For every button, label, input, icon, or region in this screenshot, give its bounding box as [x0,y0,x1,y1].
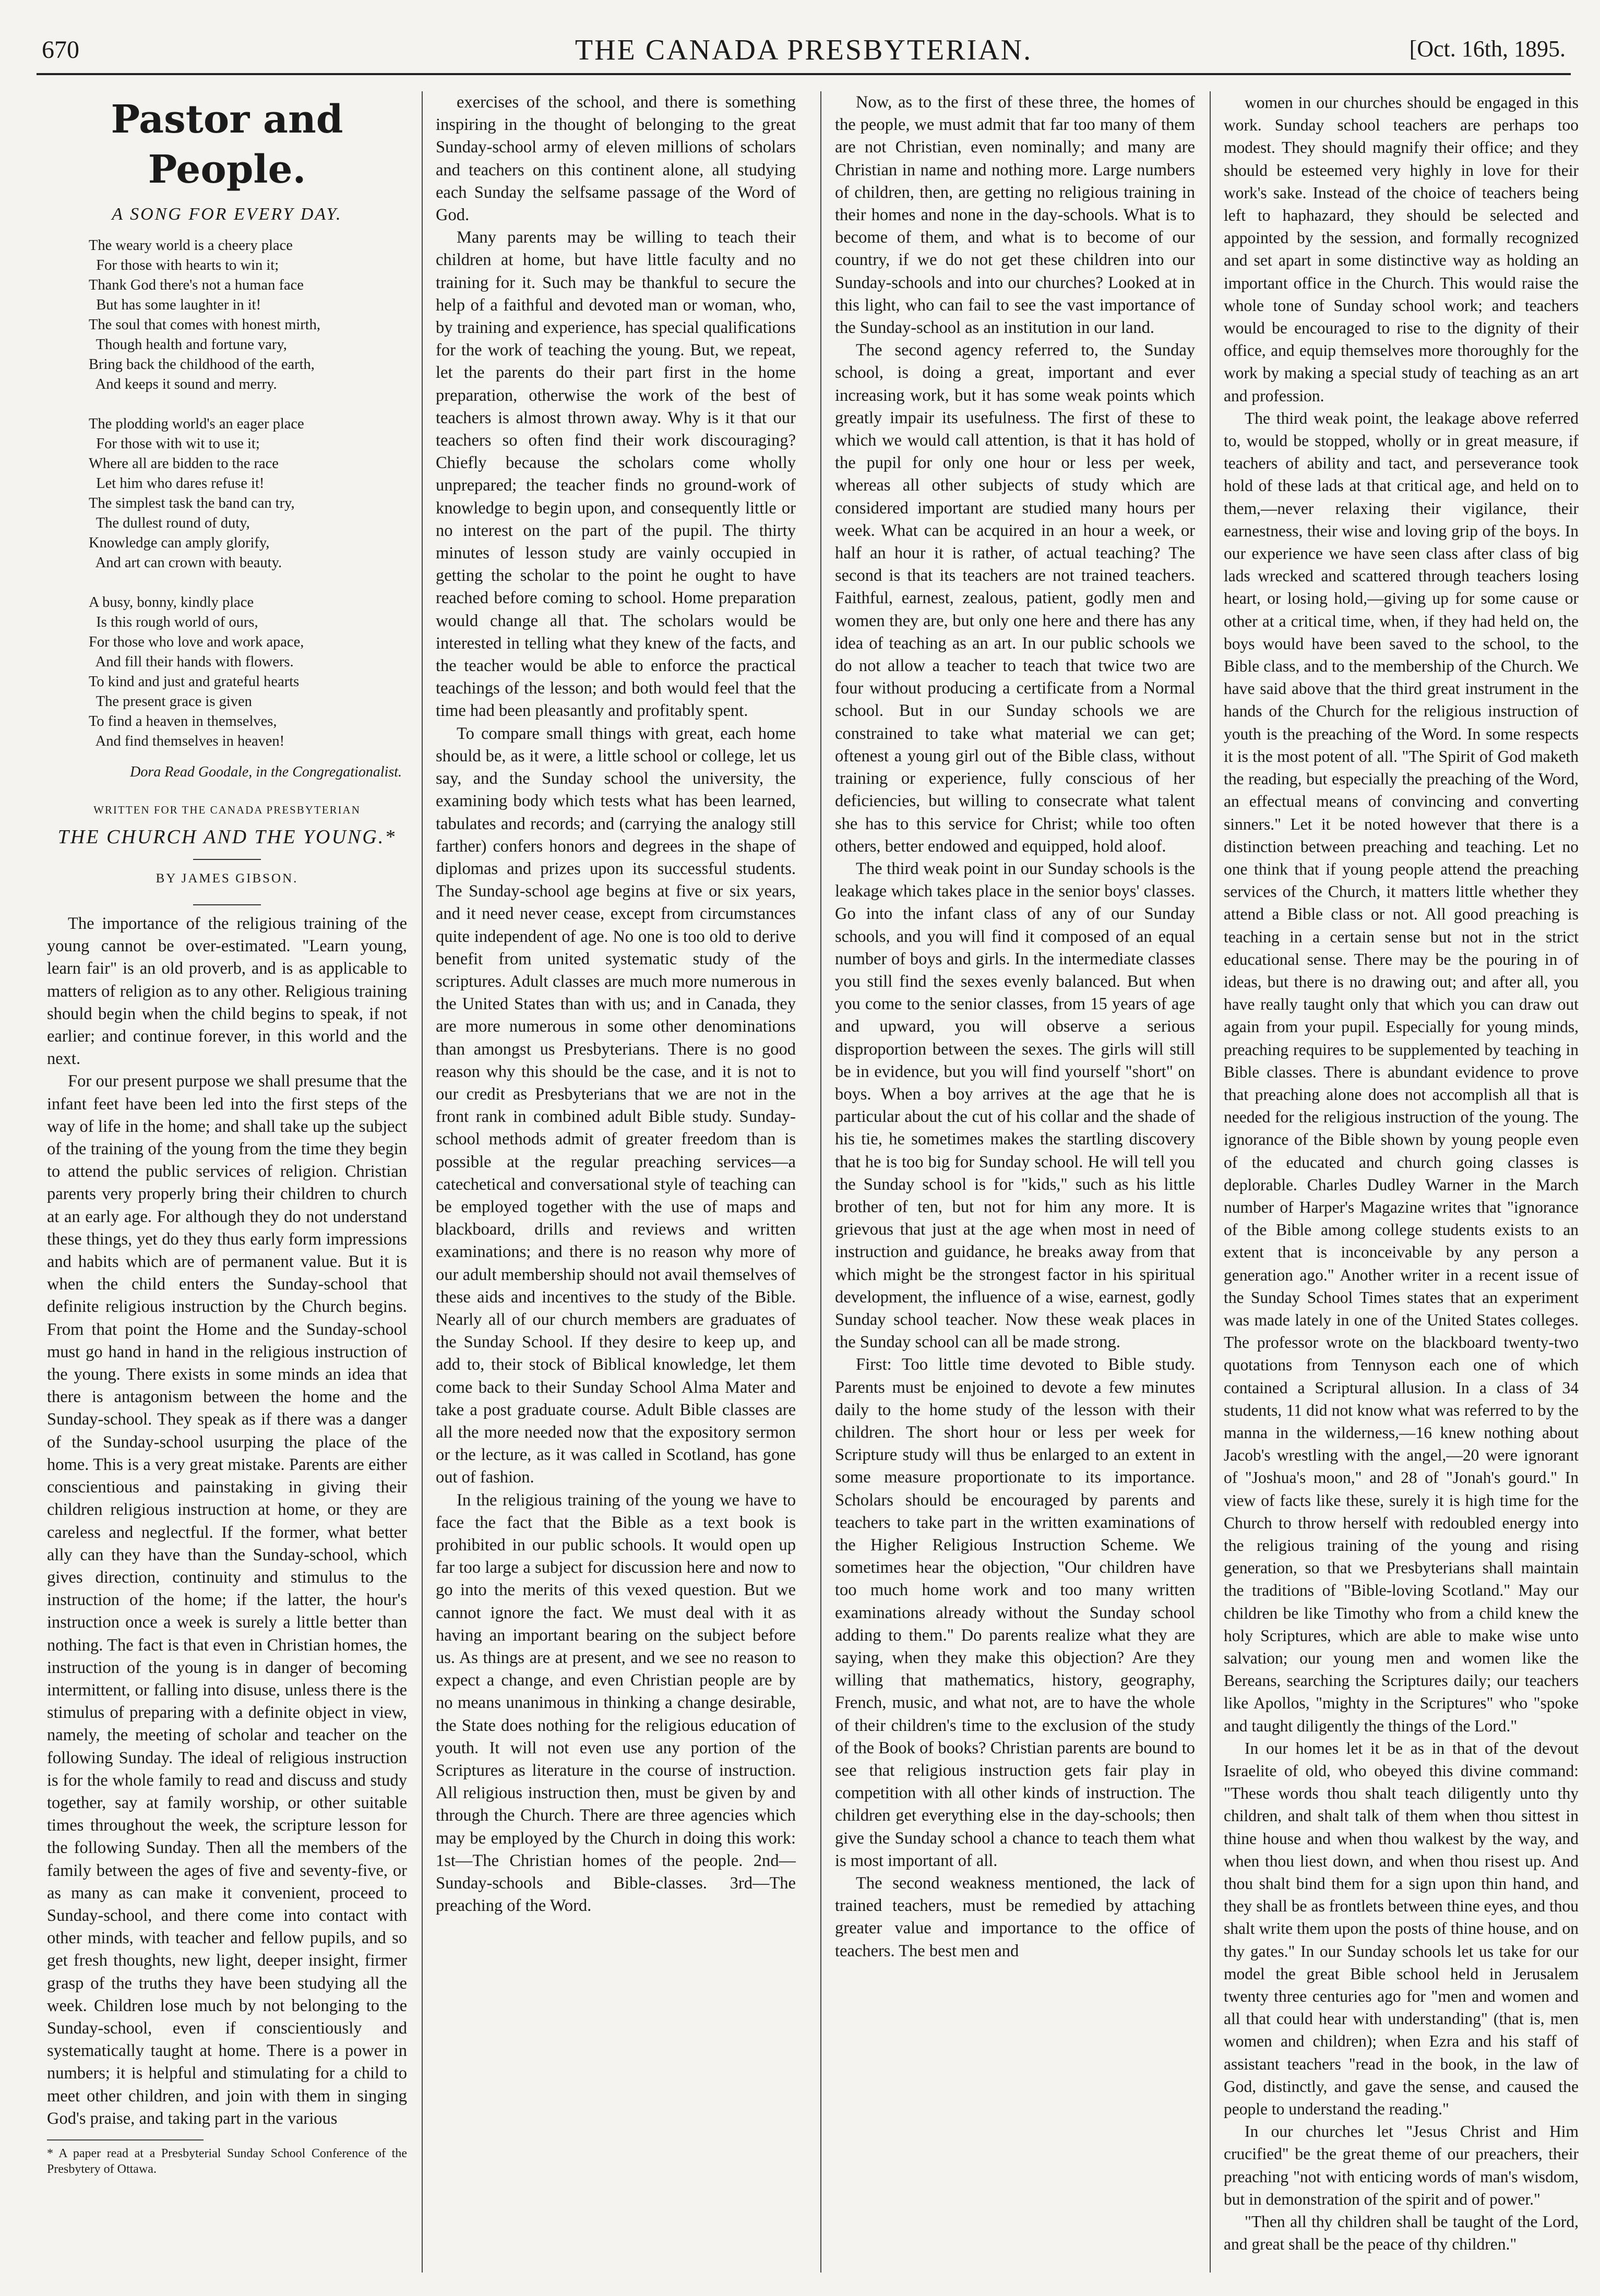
article-paragraph: The third weak point in our Sunday schools is the leakage which takes place in the senior boys' classes. Go into the infant class of any of our Sunday schools, and you will find it composed of an equal number of boys and girls. In the intermediate classes you still find the sexes evenly balanced. But when you come to the senior classes, from 15 years of age and upward, you will observe a serious disproportion between the sexes. The girls will still be in evidence, but you will find yourself "short" on boys. When a boy arrives at the age that he is particular about the cut of his collar and the shade of his tie, he sometimes makes the startling discovery that he is too big for Sunday school. He will tell you the Sunday school is for "kids," such as his little brother of ten, but not for him any more. It is grievous that just at the age when most in need of instruction and guidance, he breaks away from that which might be the strongest factor in his spiritual development, the influence of a wise, earnest, godly Sunday school teacher. Now these weak places in the Sunday school can all be made strong. [835,859,1195,1352]
divider [193,904,261,905]
poem-line: To find a heaven in themselves, [89,713,277,730]
poem-line: A busy, bonny, kindly place [89,594,254,611]
poem-line: The dullest round of duty, [89,515,250,532]
poem-line: And art can crown with beauty. [89,555,282,571]
page-header [37,31,1571,75]
footnote-text: * A paper read at a Presbyterial Sunday School Conference of the Presbytery of Ottawa. [47,2146,407,2176]
poem-line: But has some laughter in it! [89,297,261,314]
article-paragraph: To compare small things with great, each home should be, as it were, a little school or college, let us say, and the Sunday school the university, the examining body which tests what has been learned, tabulates and records; and (carrying the analogy still farther) confers honors and degrees in the shape of diplomas and prizes upon its successful students. The Sunday-school age begins at five or six years, and it need never cease, except from circumstances quite independent of age. No one is too old to derive benefit from united systematic study of the scriptures. Adult classes are much more numerous in the United States than with us; and in Canada, they are more numerous in some other denominations than amongst us Presbyterians. There is no good reason why this should be the case, and it is not to our credit as Presbyterians that we are not in the front rank in combined adult Bible study. Sunday-school methods admit of greater freedom than is possible at the regular preaching services—a catechetical and conversational style of teaching can be employed together with the use of maps and blackboard, drills and reviews and written examinations; and there is no reason why more of our adult membership should not avail themselves of these aids and incentives to the study of the Bible. Nearly all of our church members are graduates of the Sunday School. If they desire to keep up, and add to, their stock of Biblical knowledge, let them come back to their Sunday School Alma Mater and take a post graduate course. Adult Bible classes are all the more needed now that the expository sermon or the lecture, as it was called in Scotland, has gone out of fashion. [436,724,796,1487]
article-paragraph: women in our churches should be engaged in this work. Sunday school teachers are perhaps too modest. They should magnify their office; and they should be esteemed very highly in love for their work's sake. Instead of the choice of teachers being left to haphazard, they should be selected and appointed by the session, and formally recognized and set apart in some distinctive way as holding an important office in the Church. This would raise the whole tone of Sunday school work; and teachers would be encouraged to rise to the dignity of their office, and equip themselves more thoroughly for the work by making a special study of teaching as an art and profession. [1224,93,1579,405]
column-2 [436,91,796,2273]
poem-line: The weary world is a cheery place [89,237,293,254]
poem-line: And keeps it sound and merry. [89,376,277,393]
divider [193,859,261,860]
article-paragraph: Many parents may be willing to teach their children at home, but have little faculty and no training for it. Such may be thankful to secure the help of a faithful and devoted man or woman, who, by training and experience, has special qualifications for the work of teaching the young. But, we repeat, let the parents do their part first in the home preparation, otherwise the work of the best of teachers is almost thrown away. Why is it that our teachers so often find their work discouraging? Chiefly because the scholars come wholly unprepared; the teacher finds no ground-work of knowledge to begin upon, and consequently little or no interest on the part of the pupil. The thirty minutes of lesson study are vainly occupied in getting the scholar to the point he ought to have reached before coming to school. Home preparation would change all that. The scholars would be interested in telling what they knew of the facts, and the teacher would be able to enforce the practical teachings of the lesson; and both would feel that the time had been pleasantly and profitably spent. [436,228,796,721]
article-paragraph: In our churches let "Jesus Christ and Him crucified" be the great theme of our preachers, their preaching "not with enticing words of man's wisdom, but in demonstration of the spirit and of power." [1224,2122,1579,2208]
written-for-line: WRITTEN FOR THE CANADA PRESBYTERIAN [93,804,361,817]
poem-line: And fill their hands with flowers. [89,654,294,671]
poem-line: Though health and fortune vary, [89,337,287,353]
article-paragraph: Now, as to the first of these three, the homes of the people, we must admit that far too many of them are not Christian, even nominally; and many are Christian in name and nothing more. Large numbers of children, then, are getting no religious training in their homes and none in the day-schools. What is to become of them, and what is to become of our country, if we do not get these children into our Sunday-schools and into our churches? Looked at in this light, who can fail to see the vast importance of the Sunday-school as an institution in our land. [835,93,1195,338]
poem-line [89,573,407,593]
column-4 [1224,91,1579,2273]
poem-line: Let him who dares refuse it! [89,475,265,492]
page-number: 670 [42,36,79,64]
article-paragraph: First: Too little time devoted to Bible study. Parents must be enjoined to devote a few minutes daily to the home study of the lesson with their children. The short hour or less per week for Scripture study will thus be enlarged to an extent in some measure proportionate to its importance. Scholars should be encouraged by parents and teachers to take part in the written examinations of the Higher Religious Instruction Scheme. We sometimes hear the objection, "Our children have too much home work and too many written examinations already without the Sunday school adding to them." Do parents realize what they are saying, when they make this objection? Are they willing that mathematics, history, geography, French, music, and what not, are to have the whole of their children's time to the exclusion of the study of the Book of books? Christian parents are bound to see that religious instruction gets fair play in competition with all other kinds of instruction. The children get everything else in the day-schools; then give the Sunday school a chance to teach them what is most important of all. [835,1355,1195,1870]
poem-line: The plodding world's an eager place [89,416,304,433]
poem-credit: Dora Read Goodale, in the Congregationalist. [130,764,402,781]
poem-line: The soul that comes with honest mirth, [89,317,321,333]
poem-line: To kind and just and grateful hearts [89,674,300,690]
poem-line: For those with wit to use it; [89,436,260,452]
column-rule [820,91,821,2273]
column-rule [1210,91,1211,2273]
poem-line: For those with hearts to win it; [89,257,279,274]
poem-line: The present grace is given [89,693,252,710]
article-paragraph: The importance of the religious training of the young cannot be over-estimated. "Learn young, learn fair" is an old proverb, and is as applicable to matters of religion as to any other. Religious training should begin when the child begins to speak, if not earlier; and continue forever, in this world and the next. [47,914,407,1069]
poem-title: A SONG FOR EVERY DAY. [112,205,342,224]
article-title: THE CHURCH AND THE YOUNG.* [57,826,397,848]
column-rule [422,91,423,2273]
poem-line: And find themselves in heaven! [89,733,285,750]
column-1-body [47,913,407,2130]
poem-line: Is this rough world of ours, [89,614,258,631]
byline: BY JAMES GIBSON. [156,871,298,886]
article-paragraph: exercises of the school, and there is something inspiring in the thought of belonging to the great Sunday-school army of eleven millions of scholars and teachers on this continent alone, all studying each Sunday the selfsame passage of the Word of God. [436,93,796,225]
newspaper-title: THE CANADA PRESBYTERIAN. [575,34,1033,66]
column-3 [835,91,1195,2273]
article-paragraph: In the religious training of the young we have to face the fact that the Bible as a text book is prohibited in our public schools. It would open up far too large a subject for discussion here and now to go into the merits of this vexed question. But we cannot ignore the fact. We must deal with it as having an important bearing on the subject before us. As things are at present, and we see no reason to expect a change, and even Christian people are by no means unanimous in thinking a change desirable, the State does nothing for the religious education of youth. It will not even use any portion of the Scriptures as literature in the course of instruction. All religious instruction then, must be given by and through the Church. There are three agencies which may be employed by the Church in doing this work: 1st—The Christian homes of the people. 2nd—Sunday-schools and Bible-classes. 3rd—The preaching of the Word. [436,1490,796,1916]
poem-line: Bring back the childhood of the earth, [89,356,315,373]
poem-line [89,394,407,414]
section-title: Pastor and People. [111,97,343,192]
article-paragraph: "Then all thy children shall be taught of the Lord, and great shall be the peace of thy children." [1224,2213,1579,2254]
article-paragraph: The third weak point, the leakage above referred to, would be stopped, wholly or in great measure, if teachers of ability and tact, and perseverance took hold of these lads at that critical age, and held on to them,—never relaxing their vigilance, their earnestness, their wise and loving grip of the boys. In our experience we have seen class after class of big lads wrecked and scattered through teachers losing heart, or losing hold,—giving up for some cause or other at a critical time, when, if they had held on, the boys would have been saved to the school, to the Bible class, and to the membership of the Church. We have said above that the third great instrument in the hands of the Church for the religious instruction of youth is the preaching of the Word. In some respects it is the most potent of all. "The Spirit of God maketh the reading, but especially the preaching of the Word, an effectual means of convincing and converting sinners." Let it be noted however that there is a distinction between preaching and teaching. Let no one think that if young people attend the preaching services of the Church, it matters little whether they attend a Bible class or not. All good preaching is teaching in a certain sense but not in the strict educational sense. There may be the pouring in of ideas, but there is no drawing out; and after all, you have really taught only that which you can draw out again from your pupil. Especially for young minds, preaching requires to be supplemented by teaching in Bible classes. There is abundant evidence to prove that preaching alone does not accomplish all that is needed for the religious instruction of the young. The ignorance of the Bible shown by young people even of the educated and church going classes is deplorable. Charles Dudley Warner in the March number of Harper's Magazine writes that "ignorance of the Bible among college students exists to an extent that is inconceivable by any person a generation ago." Another writer in a recent issue of the Sunday School Times states that an experiment was made lately in one of the United States colleges. The professor wrote on the blackboard twenty-two quotations from Tennyson each one of which contained a Scriptural allusion. In a class of 34 students, 11 did not know what was referred to by the manna in the wilderness,—16 knew nothing about Jacob's wrestling with the angel,—20 were ignorant of "Joshua's moon," and 28 of "Jonah's gourd." In view of facts like these, surely it is high time for the Church to throw herself with redoubled energy into the religious training of the young and rising generation, so that we Presbyterians shall maintain the traditions of "Bible-loving Scotland." May our children be like Timothy who from a child knew the holy Scriptures, which are able to make wise unto salvation; our young men and women like the Bereans, searching the Scriptures daily; our teachers like Apollos, "mighty in the Scriptures" who "spoke and taught diligently the things of the Lord." [1224,409,1579,1735]
article-paragraph: In our homes let it be as in that of the devout Israelite of old, who obeyed this divine command: "These words thou shalt teach diligently unto thy children, and shalt talk of them when thou sittest in thine house and when thou walkest by the way, and when thou liest down, and when thou risest up. And thou shalt bind them for a sign upon thin hand, and they shall be as frontlets between thine eyes, and thou shalt write them upon the posts of thine house, and on thy gates." In our Sunday schools let us take for our model the great Bible school held in Jerusalem twenty three centuries ago for "men and women and all that could hear with understanding" (that is, men women and children); when Ezra and his staff of assistant teachers "read in the book, in the law of God, distinctly, and gave the sense, and caused the people to understand the reading." [1224,1739,1579,2119]
poem-line: Where all are bidden to the race [89,456,279,472]
poem-line: The simplest task the band can try, [89,495,295,512]
article-paragraph: The second weakness mentioned, the lack of trained teachers, must be remedied by attaching greater value and importance to the office of teachers. The best men and [835,1874,1195,1960]
article-paragraph: For our present purpose we shall presume that the infant feet have been led into the first steps of the way of life in the home; and shall take up the subject of the training of the young from the time they begin to attend the public services of religion. Christian parents very properly bring their children to church at an early age. For although they do not understand these things, yet do they thus early form impressions and habits which are of permanent value. But it is when the child enters the Sunday-school that definite religious instruction by the Church begins. From that point the Home and the Sunday-school must go hand in hand in the religious instruction of the young. There exists in some minds an idea that there is antagonism between the home and the Sunday-school. They speak as if there was a danger of the Sunday-school usurping the place of the home. This is a very great mistake. Parents are either conscientious and painstaking in giving their children religious instruction at home, or they are careless and neglectful. If the former, what better ally can they have than the Sunday-school, which gives direction, continuity and stimulus to the instruction of the home; if the latter, the hour's instruction once a week is surely a little better than nothing. The fact is that even in Christian homes, the instruction of the young is in danger of becoming intermittent, or falling into disuse, unless there is the stimulus of preparing with a definite object in view, namely, the meeting of scholar and teacher on the following Sunday. The ideal of religious instruction is for the whole family to read and discuss and study together, say at family worship, or other suitable times throughout the week, the scripture lesson for the following Sunday. Then all the members of the family between the ages of five and seventy-five, or as many as can make it convenient, proceed to Sunday-school, and there come into contact with other minds, with teacher and fellow pupils, and so get fresh thoughts, new light, deeper insight, firmer grasp of the truths they have been studying all the week. Children lose much by not belonging to the Sunday-school, even if conscientiously and systematically taught at home. There is a power in numbers; it is helpful and stimulating for a child to meet other children, and join with them in singing God's praise, and taking part in the various [47,1072,407,2128]
poem [89,236,407,751]
article-paragraph: The second agency referred to, the Sunday school, is doing a great, important and ever increasing work, but it has some weak points which greatly impair its usefulness. The first of these to which we would call attention, is that it has hold of the pupil for only one hour or less per week, whereas all other subjects of study which are considered important are studied many hours per week. What can be acquired in an hour a week, or half an hour it is rather, of actual teaching? The second is that its teachers are not trained teachers. Faithful, earnest, zealous, patient, godly men and women they are, but only one here and there has any idea of teaching as an art. In our public schools we do not allow a teacher to teach that twice two are four without producing a certificate from a Normal school. But in our Sunday schools we are constrained to take what material we can get; oftenest a young girl out of the Bible class, without training or experience, fully conscious of her deficiencies, but willing to consecrate what talent she has to this service for Christ; while too often others, better endowed and equipped, hold aloof. [835,341,1195,856]
poem-line: Thank God there's not a human face [89,277,304,294]
poem-line: Knowledge can amply glorify, [89,535,270,552]
footnote [47,2139,407,2177]
poem-line: For those who love and work apace, [89,634,304,651]
column-1 [47,91,407,2273]
issue-date: [Oct. 16th, 1895. [1409,36,1566,62]
